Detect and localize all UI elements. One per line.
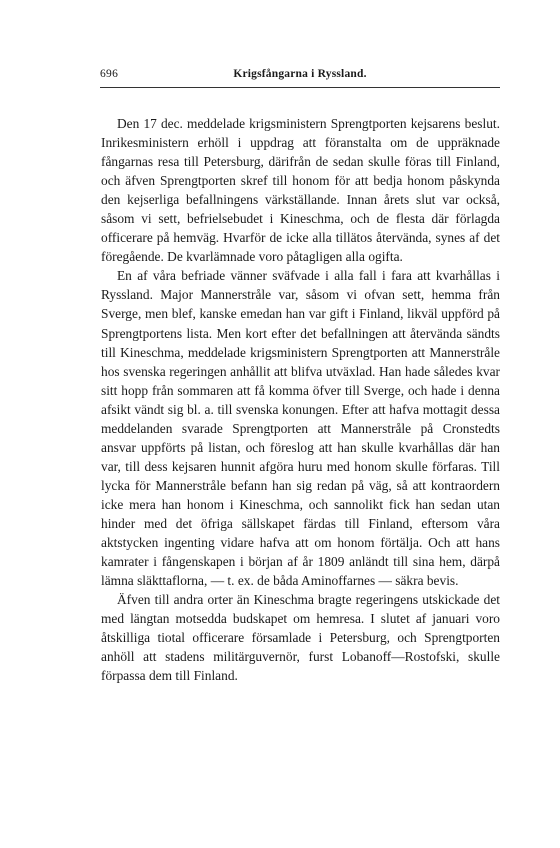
body-text [101, 114, 500, 685]
paragraph-3: Äfven till andra orter än Kineschma bragte regeringens utskickade det med längtan motsedda budskapet om hemresa. I slutet af januari voro åtskilliga tiotal officerare församlade i Petersburg, och Sprengtporten anhöll att stadens militärguvernör, furst Lobanoff—Rostofski, skulle förpassa dem till Finland. [101, 592, 500, 684]
header-rule [100, 87, 500, 88]
running-title: Krigsfångarna i Ryssland. [233, 68, 367, 80]
running-head [100, 68, 500, 88]
page-number: 696 [100, 68, 119, 80]
paragraph-1: Den 17 dec. meddelade krigsministern Sprengtporten kejsarens beslut. Inrikesministern erhöll i uppdrag att föranstalta om de uppräknade fångarnas resa till Petersburg, därifrån de sedan skulle föras till Finland, och äfven Sprengtporten skref till honom för att bedja honom påskynda den kejserliga befallningens värkställande. Innan årets slut var också, såsom vi sett, befrielsebudet i Kineschma, och de flesta där förlagda officerare på hemväg. Hvarför de icke alla tillätos återvända, synes af det föregående. De kvarlämnade voro påtagligen alla ogifta. [101, 116, 500, 265]
paragraph-2: En af våra befriade vänner sväfvade i alla fall i fara att kvarhållas i Ryssland. Major Mannerstråle var, såsom vi ofvan sett, hemma från Sverge, men blef, kanske emedan han var gift i Finland, likväl uppförd på Sprengtportens lista. Men kort efter det befallningen att återvända sändts till Kineschma, meddelade krigsministern Sprengtporten att Mannerstråle hos svenska regeringen anhållit att blifva utväxlad. Han hade således kvar sitt hopp från sommaren att få komma öfver till Sverge, och hade i denna afsikt vändt sig bl. a. till svenska konungen. Efter att hafva mottagit dessa meddelanden svarade Sprengtporten att Mannerstråle på Cronstedts ansvar uppförts på listan, och föreslog att han skulle kvarhållas där han var, till dess kejsaren hunnit afgöra huru med honom skulle förfaras. Till lycka för Mannerstråle befann han sig redan på väg, så att kontraordern icke mera han honom i Kineschma, och sannolikt fick han sedan utan hinder med det öfriga sällskapet färdas till Finland, eftersom våra aktstycken ingenting vidare hafva att om honom förtälja. Och att hans kamrater i fångenskapen i början af år 1809 anländt till sina hem, därpå lämna släkttaflorna, — t. ex. de båda Aminoffarnes — säkra bevis. [101, 268, 500, 589]
